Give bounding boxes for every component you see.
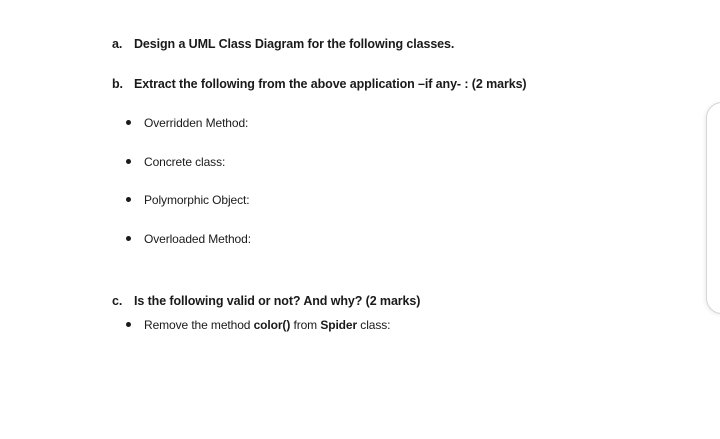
- list-item-concrete-class: [126, 155, 225, 169]
- bullet-icon: [126, 197, 131, 202]
- bullet-icon: [126, 159, 131, 164]
- question-b-text: Extract the following from the above application –if any- : (2 marks): [134, 77, 527, 91]
- remove-method-suffix: class:: [357, 318, 391, 332]
- list-item-overridden-method: [126, 116, 248, 130]
- bullet-icon: [126, 120, 131, 125]
- question-a-marker: a.: [112, 37, 123, 51]
- list-item-remove-method: [126, 318, 390, 332]
- question-a: [112, 37, 454, 51]
- question-c: [112, 294, 420, 308]
- question-a-text: Design a UML Class Diagram for the following classes.: [134, 37, 455, 51]
- side-panel-edge: [706, 102, 720, 314]
- bullet-icon: [126, 322, 131, 327]
- remove-method-prefix: Remove the method: [144, 318, 254, 332]
- question-c-text: Is the following valid or not? And why? (2 marks): [134, 294, 421, 308]
- list-item-overloaded-method: [126, 232, 251, 246]
- list-item-label: Polymorphic Object:: [144, 193, 250, 207]
- question-b-marker: b.: [112, 77, 123, 91]
- list-item-polymorphic-object: [126, 193, 249, 207]
- class-name: Spider: [320, 318, 358, 332]
- list-item-label: Concrete class:: [144, 155, 226, 169]
- method-name: color(): [253, 318, 291, 332]
- question-b: [112, 77, 526, 91]
- bullet-icon: [126, 236, 131, 241]
- list-item-label: Overridden Method:: [144, 116, 249, 130]
- question-c-marker: c.: [112, 294, 123, 308]
- list-item-label: Overloaded Method:: [144, 232, 251, 246]
- remove-method-middle: from: [290, 318, 321, 332]
